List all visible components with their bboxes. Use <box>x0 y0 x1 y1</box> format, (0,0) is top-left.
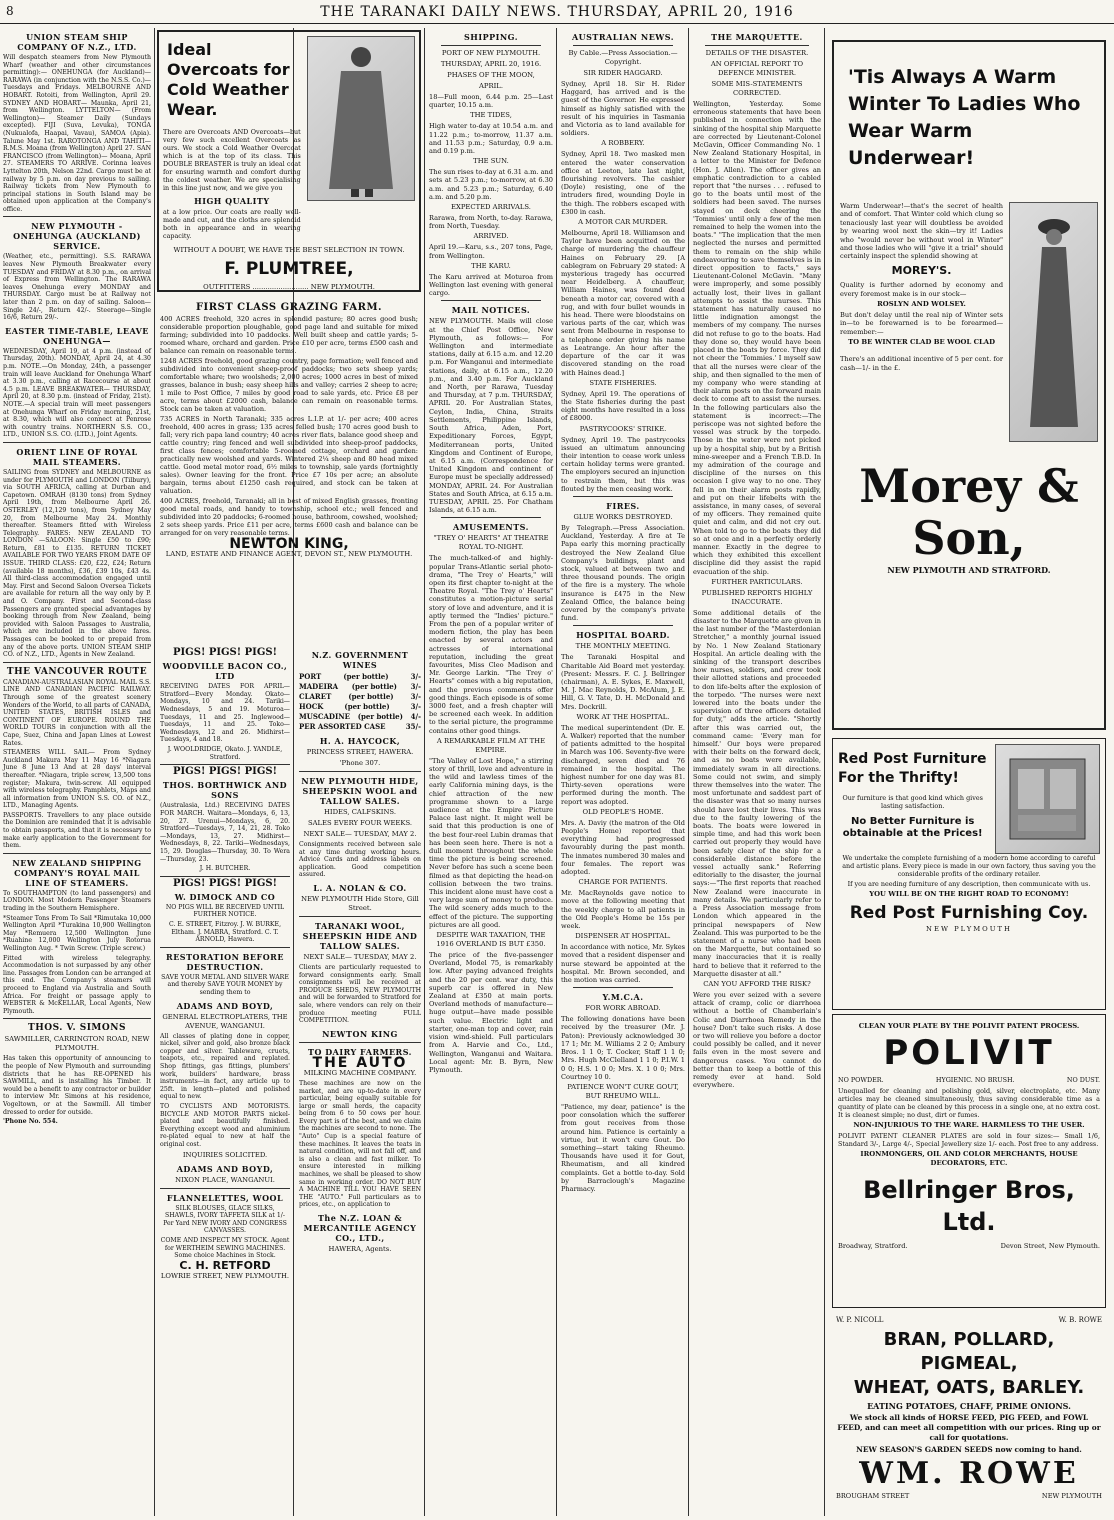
overcoats-text: There are Overcoats AND Overcoats—but very few such excellent Overcoats as ours. We stock a Cold Weather Overcoat which is at the top of its class. This DOUBLE BREASTER is truly an ideal coat for ensuring warmth and comfort during the coldest weather. We are specialising in this line just now, and we give you <box>163 128 301 192</box>
wine-unit: (per bottle) <box>351 682 397 691</box>
morey-text: Warm Underwear!—that's the secret of health and of comfort. That Winter cold which clung so tenaciously last year will doubtless be avoided by wearing wool next the skin—try it! Ladies who "would never be without wool in Winter" and those ladies who will "give it a trial" should certainly inspect the splendid showing at <box>840 202 1004 261</box>
flannel-addr: LOWRIE STREET, NEW PLYMOUTH. <box>160 1271 290 1280</box>
charge-heading: CHARGE FOR PATIENTS. <box>578 878 668 887</box>
flannel-firm: C. H. RETFORD <box>179 1258 271 1272</box>
cure-text: Were you ever seized with a severe attack of cramp, colic or diarrhoea without a bottle of Chamberlain's Colic and Diarrhoea Remedy in the house? Don't take such risks. A dose or two will relieve you before a doctor could possibly be called, and it never fails even in the most severe and dangerous cases. You cannot do better than to keep a bottle of this remedy ever at hand. Sold everywhere. <box>693 990 821 1090</box>
wine-price: 4/- <box>410 712 421 721</box>
polivit-addr2: Devon Street, New Plymouth. <box>1000 1242 1100 1250</box>
shipping-date: THURSDAY, APRIL 20, 1916. <box>440 60 542 68</box>
wine-name: HOCK <box>299 702 324 711</box>
wine-name: PER ASSORTED CASE <box>299 722 386 731</box>
taranaki-title: TARANAKI WOOL, SHEEPSKIN HIDE AND TALLOW SALES. <box>302 920 418 951</box>
marquette-heading: THE MARQUETTE. <box>711 32 803 42</box>
wine-list <box>299 672 421 732</box>
dairy-firm: The N.Z. LOAN & MERCANTILE AGENCY CO., LTD., <box>303 1213 417 1244</box>
robbery-text: Sydney, April 18. Two masked men entered the water conservation office at Leeton, late last night, flourishing revolvers. The cashier (Doyle) resisting, one of the intruders fired, wounding Doyle in the thigh. The robbers escaped with £300 in cash. <box>561 150 685 216</box>
restoration-text2: All classes of plating done in copper, nickel, silver and gold, also bronze black copper and silver. Tableware, cruets, teapots, etc., repaired and replated. Shop fittings, gas fittings, plumbers' work, builders' hardware, brass instruments—in fact, any article up to 25ft. in length—plated and polished equal to new. <box>160 1032 290 1101</box>
wines-firm: H. A. HAYCOCK, <box>319 736 401 746</box>
dispenser-text: In accordance with notice, Mr. Sykes moved that a resident dispenser and nurse steward be appointed at the hospital. Mr. Brown seconded, and the motion was carried. <box>561 943 685 985</box>
wines-phone: 'Phone 307. <box>339 759 381 767</box>
state-text: Sydney, April 19. The operations of the State fisheries during the past eight months have resulted in a loss of £8000. <box>561 389 685 423</box>
nzshipping-text: To SOUTHAMPTON (to land passengers) and LONDON. Most Modern Passenger Steamers trading in the Southern Hemisphere. <box>3 889 151 913</box>
haggard-heading: SIR RIDER HAGGARD. <box>583 69 663 77</box>
old-people-heading: OLD PEOPLE'S HOME. <box>582 807 664 816</box>
charge-text: Mr. MacReynolds gave notice to move at the following meeting that the weekly charge to all patients in the Old People's Home be 15s per week. <box>561 889 685 931</box>
rowe-line1: BRAN, POLLARD, PIGMEAL, <box>883 1329 1055 1374</box>
motor-heading: A MOTOR CAR MURDER. <box>578 218 668 227</box>
column-rule <box>154 28 155 1516</box>
redpost-right: YOU WILL BE ON THE RIGHT ROAD TO ECONOMY! <box>869 890 1069 898</box>
redpost-title: Red Post Furniture For the Thrifty! <box>838 751 987 786</box>
trey-heading: "TREY O' HEARTS" AT THEATRE ROYAL TO-NIGHT. <box>433 534 549 552</box>
amusements-heading: AMUSEMENTS. <box>453 522 529 533</box>
shipping-heading: SHIPPING. <box>464 32 518 42</box>
hide-addr: NEW PLYMOUTH Hide Store, Gill Street. <box>301 894 419 912</box>
sun-heading: THE SUN. <box>473 157 509 166</box>
wine-unit: (per bottle) <box>343 672 389 681</box>
grazing-p3: 735 ACRES in North Taranaki; 335 acres L.I.P. at 1/- per acre; 400 acres freehold, 400 acres in grass; 135 acres felled bush; 170 acres good bush to fall; very rich papa land country; 40 acres river flats, balance good sheep and cattle country; ring fenced and well subdivided into sheep-proof paddocks, first class fences; comfortable 5-roomed cottage, orchard and garden: practically new woolshed and yards. Wintered 2¼ sheep and 80 head mixed cattle. Good metal motor road, 6½ miles to township, sale yards (fortnightly sales). Owner leaving for the front. Price £7 10s per acre; an absolute bargain, terms about £1250 cash required, and stock can be taken at valuation. <box>160 415 418 495</box>
valley-heading: A REMARKABLE FILM AT THE EMPIRE. <box>436 736 546 754</box>
moon-text: 18—Full moon, 6.44 p.m. 25—Last quarter, 10.15 a.m. <box>429 93 553 110</box>
overcoats-firm: F. PLUMTREE, <box>224 259 354 279</box>
wines-title: N.Z. GOVERNMENT WINES <box>311 650 409 670</box>
column-rule <box>688 28 689 1516</box>
mis-heading: SOME MIS-STATEMENTS CORRECTED. <box>711 80 803 97</box>
karu-heading: THE KARU. <box>471 261 511 270</box>
simons-title: THOS. V. SIMONS <box>28 1023 126 1034</box>
easter-title: EASTER TIME-TABLE, LEAVE ONEHUNGA— <box>5 325 149 346</box>
morey-addr: NEW PLYMOUTH AND STRATFORD. <box>887 565 1051 575</box>
details-heading: DETAILS OF THE DISASTER. <box>705 49 809 57</box>
vancouver-title: THE VANCOUVER ROUTE <box>6 666 148 677</box>
grazing-p4: 400 ACRES, freehold, Taranaki; all in best of mixed English grasses, fronting good metal roads, and handy to township, school etc.; well fenced and subdivided into 20 paddocks; 6-roomed house, bathroom, cowshed, woolshed; 2 sets sheep yards. Price £11 per acre, terms £600 cash and balance can be arranged for on very reasonable terms. <box>160 497 418 537</box>
borthwick-text: (Australasia, Ltd.) RECEIVING DATES FOR MARCH. Waitara—Mondays, 6, 13, 20, 27. Urenui—Mondays, 6, 20. Stratford—Tuesdays, 7, 14, 21, 28. Toko—Mondays, 13, 27. Midhirst—Wednesdays, 8, 22. Tariki—Wednesdays, 15, 29. Douglas—Thursday, 30. To Wera—Thursday, 23. <box>160 802 290 863</box>
wine-row <box>299 682 421 692</box>
cabinet-illustration <box>995 744 1100 854</box>
glue-heading: GLUE WORKS DESTROYED. <box>573 512 673 521</box>
bacon-title: WOODVILLE BACON CO., LTD <box>162 661 288 682</box>
robbery-heading: A ROBBERY. <box>601 139 645 148</box>
column-wines <box>296 646 424 1516</box>
nzshipping-table: *Steamer Tons From To Sail *Rimutaka 10,000 Wellington April *Turakina 10,900 Wellington May *Remuera 12,500 Wellington June *Ruahine 12,000 Wellington July Rotorua Wellington Aug. * Twin Screw. (Triple screw.) <box>3 914 151 952</box>
redpost-text: Our furniture is that good kind which gives lasting satisfaction. <box>842 794 983 810</box>
bacon-agents: J. WOOLDRIDGE, Okato. J. YANDLE, Stratford. <box>167 745 283 761</box>
wine-price: 3/- <box>410 682 421 691</box>
restoration-title: RESTORATION BEFORE DESTRUCTION. <box>166 951 284 972</box>
easter-text: WEDNESDAY, April 19, at 4 p.m. (instead of Thursday, 20th). MONDAY, April 24, at 4.30 p.m. NOTE.—On Monday, 24th, a passenger train will leave Auckland for Onehunga Wharf at 3.30 p.m., calling at Racecourse at about 4.5 p.m. LEAVE BREAKWATER— THURSDAY, April 20, at 8.30 p.m. (instead of Friday, 21st). NOTE.—A special train will meet passengers at Onehunga Wharf on Friday morning, 21st, at 8.30, which will also connect at Penrose with country trains. NORTHERN S.S. CO., LTD., UNION S.S. CO. (LTD.), Joint Agents. <box>3 347 151 439</box>
taranaki-text: Clients are particularly requested to forward consignments early. Small consignments will be received at PRODUCE SHEDS, NEW PLYMOUTH and will be forwarded to Stratford for sale, where vendors can rely on their produce meeting FULL COMPETITION. <box>299 963 421 1025</box>
overland-heading: DESPITE WAR TAXATION, THE 1916 OVERLAND IS BUT £350. <box>436 931 546 949</box>
wine-row <box>299 702 421 712</box>
haggard-text: Sydney, April 18. Sir H. Rider Haggard, has arrived and is the guest of the Governor. He expressed himself as highly satisfied with the result of his inquiries in Tasmania and Victoria as to land available for soldiers. <box>561 80 685 138</box>
column-australian-news <box>558 28 688 1516</box>
wine-row <box>299 692 421 702</box>
hide-text: SALES EVERY FOUR WEEKS. <box>307 819 413 827</box>
marquette-text2: Some additional details of the disaster to the Marquette are given in the last number of the "Masterdonian Stretcher," a monthly journal issued by No. 1 New Zealand Stationary Hospital. An article dealing with the sinking of the transport describes how nurses, soldiers, and crew took their allotted stations and proceeded to don life-belts after the explosion of the torpedo. "The nurses were next lowered into the boats under the supervision of three officers detailed for duty," adds the article. "Shortly after this was carried out, the command came: 'Every man for himself.' Our boys were prepared with their belts on the forward deck, and as no boats were available, immediately swam in all directions. Some could not swim, and simply threw themselves into the water. The most unfortunate and saddest part of the disaster was that so many nurses should have lost their lives. This was due to the faulty lowering of the boats. The boats were lowered in simple time, and had this work been carried out properly they would have been safely clear of the ship for a considerable distance before the vessel actually sank." Referring editorially to the disaster, the journal says:—"The first reports that reached New Zealand were inaccurate in many details. We particularly refer to a Press Association message from London which appeared in the principal newspapers of New Zealand. This was purported to be the statement of a nurse who had been on the Marquette, but contained so many inaccuracies that it is really hard to believe that it referred to the Marquette disaster at all." <box>693 608 821 978</box>
abroad-heading: FOR WORK ABROAD. <box>585 1004 661 1013</box>
dispenser-heading: DISPENSER AT HOSPITAL. <box>575 932 671 941</box>
wine-price: 35/- <box>405 722 421 731</box>
polivit-ad <box>832 1014 1106 1308</box>
wine-name: PORT <box>299 672 322 681</box>
monthly-heading: THE MONTHLY MEETING. <box>575 642 671 651</box>
wine-price: 3/- <box>410 672 421 681</box>
polivit-dealers: IRONMONGERS, OIL AND COLOR MERCHANTS, HOUSE DECORATORS, ETC. <box>860 1150 1078 1167</box>
restoration-cyclists: TO CYCLISTS AND MOTORISTS. BICYCLE AND MOTOR PARTS nickel-plated and beautifully finished. Everything except wood and aluminium re-plated equal to new at half the original cost. <box>160 1102 290 1148</box>
dairy-text: These machines are now on the market, and are up-to-date in every particular, being equally suitable for large or small herds, the capacity being from 6 to 50 cows per hour. Every part is of the best, and we claim the machines are second to none. The "Auto" Cup is a special feature of these machines. It leaves the teats in natural condition, will not fall off, and is also a clean and fast milker. To ensure interested in milking machines, we shall be pleased to show same in working order. DO NOT BUY A MACHINE TILL YOU HAVE SEEN THE "AUTO." Full particulars as to prices, etc., on application to <box>299 1079 421 1209</box>
wines-addr: PRINCESS STREET, HAWERA. <box>306 748 414 756</box>
page-number: 8 <box>6 4 15 18</box>
glue-text: By Telegraph.—Press Association. Auckland, Yesterday. A fire at Te Papa early this morning practically destroyed the New Zealand Glue Company's buildings, plant and stock, valued at between two and three thousand pounds. The origin of the fire is a mystery. The whole insurance is £475 in the New Zealand Office, the balance being covered by the company's private fund. <box>561 523 685 623</box>
grazing-p1: 400 ACRES freehold, 320 acres in splendid pasture; 80 acres good bush; considerable proportion ploughable, good page land and suitable for mixed farming; subdivided into 10 paddocks. Well built sheep and cattle yards; 5-roomed whare, orchard and garden. Price £10 per acre, terms £500 cash and balance can remain on reasonable terms. <box>160 315 418 355</box>
simons-text: Has taken this opportunity of announcing to the people of New Plymouth and surrounding districts that he has RE-OPENED his SAWMILL, and is installing his Timber. It would be a benefit to any contractor or builder to interview Mr. Simons at his residence, Vogeltown, or at the Sawmill. All timber dressed to order for outside. <box>3 1055 151 1116</box>
wine-unit: (per bottle) <box>357 712 403 721</box>
tides-text: High water to-day at 10.54 a.m. and 11.22 p.m.; to-morrow, 11.37 a.m. and 11.53 p.m.; Saturday, 0.9 a.m. and 0.19 p.m. <box>429 122 553 156</box>
dairy-sub: MILKING MACHINE COMPANY. <box>303 1068 417 1077</box>
dairy-addr: HAWERA, Agents. <box>328 1245 392 1254</box>
polivit-noninj: NON-INJURIOUS TO THE WARE. HARMLESS TO THE USER. <box>853 1121 1085 1129</box>
australian-heading: AUSTRALIAN NEWS. <box>571 32 675 42</box>
redpost-nobetter: No Better Furniture is obtainable at the Prices! <box>842 816 983 839</box>
april-heading: APRIL. <box>479 82 503 90</box>
polivit-head: CLEAN YOUR PLATE BY THE POLIVIT PATENT PROCESS. <box>858 1022 1080 1030</box>
fires-heading: FIRES. <box>606 500 640 511</box>
polivit-title: POLIVIT <box>883 1033 1055 1073</box>
motor-text: Melbourne, April 18. Williamson and Taylor have been acquitted on the charge of murdering the chauffeur Haines on February 29. [A cablegram on February 29 stated: A mysterious tragedy has occurred near Heidelberg. A chauffeur, William Haines, was found dead beneath a motor car, covered with a rug, and with four bullet wounds in his head. There were bloodstains on various parts of the car, which was sent from Melbourne in response to a telephone order giving his name as Leatrange. An hour after the departure of the car it was discovered standing on the road with Haines dead.] <box>561 229 685 377</box>
restoration-firm2: ADAMS AND BOYD, <box>176 1163 274 1174</box>
column-shipping-news <box>426 28 556 1516</box>
wine-row <box>299 722 421 732</box>
overcoats-quality: HIGH QUALITY <box>194 196 270 206</box>
orient-title: ORIENT LINE OF ROYAL MAIL STEAMERS. <box>16 446 138 467</box>
column-rule <box>556 28 557 1516</box>
morey-brand: ROSLYN AND WOLSEY. <box>877 300 966 309</box>
pigs-heading-3: PIGS! PIGS! PIGS! <box>172 877 277 889</box>
redpost-text2: We undertake the complete furnishing of a modern home according to careful and artistic plans. Every piece is made in our own factory, thus saving you the considerable profits of the ordinary retailer. <box>842 854 1096 878</box>
polivit-firm: Bellringer Bros, Ltd. <box>863 1176 1075 1236</box>
hospital-heading: HOSPITAL BOARD. <box>576 630 670 641</box>
morey-firm: Morey & Son, <box>859 459 1079 565</box>
morey-text3: But don't delay until the real nip of Winter sets in—to be forewarned is to be forearmed—remember:— <box>840 311 1004 336</box>
wine-unit: (per bottle) <box>348 692 394 701</box>
borthwick-agent: J. H. BUTCHER. <box>199 865 251 873</box>
redpost-addr: NEW PLYMOUTH <box>926 925 1012 933</box>
rowe-line3: EATING POTATOES, CHAFF, PRIME ONIONS. <box>867 1401 1071 1411</box>
hide-sub: HIDES, CALFSKINS. <box>323 808 397 816</box>
restoration-sub: GENERAL ELECTROPLATERS, THE AVENUE, WANGANUI. <box>162 1012 288 1030</box>
bacon-text: RECEIVING DATES FOR APRIL— Stratford—Every Monday. Okato—Mondays, 10 and 24. Tariki—Wednesdays, 5 and 19. Moturoa—Tuesdays, 11 and 25. Inglewood—Tuesdays, 11 and 25. Toko—Wednesdays, 12 and 26. Midhirst—Tuesdays, 4 and 18. <box>160 683 290 744</box>
work-text: The medical superintendent (Dr. E. A. Walker) reported that the number of patients admitted to the hospital in March was 106. Seventy-five were discharged, seven died and 76 remained in the hospital. The highest number for one day was 81. Thirty-seven operations were performed during the month. The report was adopted. <box>561 723 685 806</box>
marquette-text: Wellington, Yesterday. Some erroneous statements that have been published in connection with the sinking of the hospital ship Marquette are corrected by Lieutenant-Colonel McGavin, Officer Commanding No. 1 New Zealand Stationary Hospital, in a letter to the Minister for Defence (Hon. J. Allen). The officer gives an emphatic contradiction to a cabled report that "the nurses . . . refused to go to the boats until most of the soldiers had been saved. The nurses stayed on deck cheering the 'Tommies' until only a few of the men remained to help the women into the boats." "The implication that the men neglected the nurses and permitted them to remain on the ship while endeavouring to save themselves is in direct opposition to facts," says Lieutenant-Colonel McGavin. "Many were improperly, and some possibly actually lost, their lives in gallant attempts to assist the nurses. This statement has naturally caused no little indignation amongst the members of my company. The nurses did not refuse to go to the boats. Had they done so, they would have been placed in the boats by force. They did not cheer the 'Tommies.' I myself saw that all the nurses were clear of the ship, and then signalled to the men of my company who were standing at their alarm posts on the forward main deck to come aft to assist the nurses. In the following particulars also the statement is incorrect:—The periscope was not sighted before the vessel was struck by the torpedo. Those in the water were not picked up by a hospital ship, but by a British mine-sweeper and a French T.B.D. In my admiration of the courage and discipline of the nurses on this occasion I give way to no one. They fell in on their alarm posts rapidly, and put on their lifebelts with the assistance, in many cases, of several of my officers. They remained quite quiet and calm, and did not cry out. When told to go to the boats they did so at once and in a perfectly orderly manner. Exactly in the degree to which they exhibited this excellent discipline did they assist the rapid evacuation of the ship. <box>693 100 821 576</box>
polivit-addr1: Broadway, Stratford. <box>838 1242 908 1250</box>
polivit-tag: HYGIENIC. NO BRUSH. <box>935 1076 1015 1084</box>
overland-text: The price of the five-passenger Overland, Model 75, is remarkably low. After paying advanced freights and the 20 per cent. war duty, this superb car is offered in New Zealand at £350 at main ports. Overland methods of manufacture—huge output—have made possible such value. Electric light and starter, one-man top and cover, rain vision wind-shield. Full particulars from A. Harvie and Co., Ltd., Wellington, Wanganui and Waitara. Local agent: Mr. B. Byrn, New Plymouth. <box>429 951 553 1074</box>
column-marquette <box>690 28 824 1516</box>
polivit-text2: POLIVIT PATENT CLEANER PLATES are sold in four sizes:— Small 1/6, Standard 3/-, Large 4/-, Special Jewellery size 1/- each. Post free to any address. <box>838 1132 1100 1148</box>
pastry-text: Sydney, April 19. The pastrycooks issued an ultimatum announcing their intention to cease work unless certain holiday terms were granted. The employers secured an injunction to restrain them, but this was flouted by the men ceasing work. <box>561 435 685 493</box>
vancouver-text: CANADIAN-AUSTRALASIAN ROYAL MAIL S.S. LINE AND CANADIAN PACIFIC RAILWAY. Through some of the greatest scenery Wonders of the World, to all parts of CANADA, UNITED STATES, BRITISH ISLES and CONTINENT OF EUROPE. ROUND THE WORLD TOURS in conjunction with all the Cape, Suez, China and Japan Lines at Lowest Rates. <box>3 678 151 747</box>
dairy-big: THE AUTO <box>312 1054 408 1071</box>
pigs-heading-2: PIGS! PIGS! PIGS! <box>172 766 277 778</box>
mail-heading: MAIL NOTICES. <box>451 305 531 316</box>
rowe-firm: WM. ROWE <box>859 1456 1079 1491</box>
morey-text2: Quality is further adorned by economy and every foremost make is in our stock— <box>840 281 1004 298</box>
official-heading: AN OFFICIAL REPORT TO DEFENCE MINISTER. <box>710 60 804 77</box>
passports-text: PASSPORTS. Travellers to any place outside the Dominion are reminded that it is advisable to obtain passports, and that it is necessary to make early application to the Government for them. <box>3 811 151 850</box>
patience-text: "Patience, my dear, patience" is the poor consolation which the sufferer from gout receives from those around him. Patience is certainly a virtue, but it won't cure Gout. Do something—start taking Rheumo. Thousands have used it for Gout, Rheumatism, and all kindred complaints. Get a bottle to-day. Sold by Barraclough's Magazine Pharmacy. <box>561 1102 685 1193</box>
trey-text: The much-talked-of and highly-popular Trans-Atlantic serial photo-drama, "The Trey o' Hearts," will open its first chapter to-night at the Theatre Royal. "The Trey o' Hearts" constitutes a motion-picture serial story of love and adventure, and it is aptly termed the "Indies' picture." From the pen of a popular writer of modern fiction, the play has been enacted by several actors and actresses of international reputation, including the great favourites, Miss Cleo Madison and Mr. George Larkin. "The Trey o' Hearts" comes with a big reputation, and the previous comments offer good things. Each episode is of some 3000 feet, and a fresh chapter will be screened each week. In addition to the serial picture, the programme contains other good things. <box>429 554 553 735</box>
grazing-firm: NEWTON KING, <box>229 536 349 552</box>
union-title: UNION STEAM SHIP COMPANY OF N.Z., LTD. <box>17 32 137 52</box>
redpost-text3: If you are needing furniture of any description, then communicate with us. <box>847 880 1091 888</box>
expected-heading: EXPECTED ARRIVALS. <box>451 203 531 212</box>
dimock-title: W. DIMOCK AND CO <box>174 891 276 902</box>
ymca-text: The following donations have been received by the treasurer (Mr. J. Paton): Previously acknowledged 30 17 1; Mr. M. Williams 2 2 0; Ambury Bros. 1 1 0; T. Cocker, Staff 1 1 0; Mrs. Hugh McClelland 1 1 0; P.I.W. 1 0 0; H.S. 1 0 0; Mrs. X. 1 0 0; Mrs. Courtney 10 0. <box>561 1015 685 1081</box>
morey-shop: MOREY'S. <box>891 263 952 277</box>
morey-incentive: There's an additional incentive of 5 per cent. for cash—1/- in the £. <box>840 355 1004 372</box>
hide-next: NEXT SALE— TUESDAY, MAY 2. <box>303 830 417 838</box>
expected-text: Rarawa, from North, to-day. Rarawa, from North, Tuesday. <box>429 214 553 231</box>
rowe-left: W. P. NICOLL <box>836 1316 884 1324</box>
lady-illustration <box>1009 202 1098 442</box>
grazing-farm-ad <box>157 296 421 642</box>
hide-text2: Consignments received between sale at any time during working hours. Advice Cards and address labels on application. Good competition assured. <box>299 841 421 879</box>
overcoats-title: Ideal Overcoats for Cold Weather Wear. <box>167 40 290 119</box>
wine-unit: (per bottle) <box>344 702 390 711</box>
onehunga-title: NEW PLYMOUTH - ONEHUNGA (AUCKLAND) SERVICE. <box>13 221 141 252</box>
further-heading: FURTHER PARTICULARS. <box>711 577 803 586</box>
orient-text: SAILING from SYDNEY and MELBOURNE as under for PLYMOUTH and LONDON (Tilbury), via SOUTH AFRICA, calling at Durban and Capetown. OMRAH (8130 tons) from Sydney April 19th, from Melbourne April 26. OSTERLEY (12,129 tons), from Sydney May 20, from Melbourne May 24. Monthly thereafter. Steamers fitted with Wireless Telegraphy. FARES: NEW ZEALAND TO LONDON —SALOON: Single £50 to £90; Return, £81 to £135. RETURN TICKET AVAILABLE FOR TWO YEARS FROM DATE OF ISSUE. THIRD CLASS: £20, £22, £24; Return (available 18 months), £36, £39 10s, £43 4s. All third-class accommodation engaged until May. First and Second Saloon Oversea Tickets are available for return all the way only by P. and O. Company. First and Second-class Passengers are granted special advantages by booking through from New Zealand, being provided with Saloon Passages to Australia, which are included in the above fares. Passages can be booked to or prepaid from any of the above ports. UNION STEAM SHIP CO. of N.Z., LTD., Agents in New Zealand. <box>3 468 151 659</box>
morey-ad <box>832 40 1106 730</box>
morey-slogan: TO BE WINTER CLAD BE WOOL CLAD <box>848 338 995 347</box>
restoration-inquiries: INQUIRIES SOLICITED. <box>182 1150 268 1159</box>
overcoats-footer: OUTFITTERS .......................... NEW PLYMOUTH. <box>203 283 375 291</box>
wine-price: 3/- <box>410 692 421 701</box>
union-text: Will despatch steamers from New Plymouth Wharf (weather and other circumstances permitting):— ONEHUNGA (for Auckland)— RARAWA (in conjunction with the N.S.S. Co.)—Tuesdays and Fridays. MELBOURNE AND HOBART. Rotoiti, from Wellington, April 29. SYDNEY AND HOBART— Maunka, April 21, from Wellington. LYTTELTON— (From Wellington)— Steamer Daily (Sundays excepted). FIJI (Suva, Levuka), TONGA (Nukualofa, Haapai, Vavau), SAMOA (Apia). Talune May 1st. RAROTONGA AND TAHITI— R.M.S. Moana (from Wellington) April 27. SAN FRANCISCO (from Wellington)— Moana, April 27. STEAMERS TO ARRIVE. Corinna leaves Lyttelton 20th, Nelson 22nd. Cargo must be at railway by 5 p.m. on day previous to sailing. Railway tickets from New Plymouth to principal stations in South Island may be obtained upon application at the Company's office. <box>3 54 151 213</box>
mail-text: NEW PLYMOUTH. Mails will close at the Chief Post Office, New Plymouth, as follows:— For Wellington and intermediate stations, daily at 6.15 a.m. and 12.20 p.m. For Wanganui and intermediate stations, daily, at 6.15 a.m., 12.20 p.m., and 3.40 p.m. For Auckland and North, per Rarawa, Tuesday and Thursday, at 7 p.m. THURSDAY, APRIL 20. For Australian States, Ceylon, India, China, Straits Settlements, Philippine Islands, South Africa, Aden, Port, Expeditionary Forces, Egypt, Mediterranean ports, United Kingdom and Continent of Europe, at 6.15 a.m. (Correspondence for United Kingdom and continent of Europe must be specially addressed) MONDAY, APRIL 24. For Australian States and South Africa, at 6.15 a.m. TUESDAY, APRIL 25. For Chatham Islands, at 6.15 a.m. <box>429 317 554 515</box>
grazing-sub: LAND, ESTATE AND FINANCE AGENT, DEVON ST., NEW PLYMOUTH. <box>165 550 413 558</box>
work-heading: WORK AT THE HOSPITAL. <box>576 712 670 721</box>
cable-line: By Cable.—Press Association.—Copyright. <box>568 49 678 66</box>
port-heading: PORT OF NEW PLYMOUTH. <box>441 49 541 57</box>
rowe-text: We stock all kinds of HORSE FEED, PIG FEED, and FOWL FEED, and can meet all competition with our prices. Ring up or call for quotations. <box>837 1413 1101 1442</box>
arrived-heading: ARRIVED. <box>473 232 509 241</box>
overcoat-illustration <box>307 36 415 201</box>
flannel-title: FLANNELETTES, WOOL <box>166 1192 284 1203</box>
karu-text: The Karu arrived at Moturoa from Wellington last evening with general cargo. <box>429 272 553 298</box>
hospital-text: The Taranaki Hospital and Charitable Aid Board met yesterday. (Present: Messrs. F. C. J. Bellringer (chairman), A. E. Sykes, E. Maxwell, M. J. Mac Reynolds, D. McAlum, J. E. Hill, G. V. Tate, D. H. McDonald and Mrs. Dockrill. <box>561 653 685 711</box>
wine-price: 3/- <box>410 702 421 711</box>
pigs-heading: PIGS! PIGS! PIGS! <box>172 647 277 658</box>
masthead-title: THE TARANAKI DAILY NEWS. THURSDAY, APRIL 20, 1916 <box>320 4 794 20</box>
column-rule <box>424 28 425 1516</box>
nzshipping-more: Fitted with wireless telegraphy. Accommodation is not surpassed by any other line. Passages from London can be arranged at this end. The Company's steamers will proceed to England via Australia and South Africa. For freight or passage apply to WEBSTER & McKELLAR, Local Agents, New Plymouth. <box>3 954 151 1015</box>
simons-phone: 'Phone No. 554. <box>3 1118 58 1126</box>
dimock-text: NO PIGS WILL BE RECEIVED UNTIL FURTHER NOTICE. <box>165 903 285 919</box>
restoration-addr: NIXON PLACE, WANGANUI. <box>175 1175 275 1184</box>
restoration-text: SAVE YOUR METAL AND SILVER WARE and thereby SAVE YOUR MONEY by sending them to <box>161 973 289 997</box>
nzshipping-title: NEW ZEALAND SHIPPING COMPANY'S ROYAL MAIL LINE OF STEAMERS. <box>12 857 142 888</box>
rowe-addr2: NEW PLYMOUTH <box>1041 1492 1102 1500</box>
dimock-names: C. E. STREET, Fitzroy. J. W. BURKE, Eltham. J. MABRA, Stratford. C. T. ARNOLD, Hawera. <box>168 921 282 944</box>
restoration-firm: ADAMS AND BOYD, <box>176 1000 274 1011</box>
wine-name: CLARET <box>299 692 332 701</box>
rowe-line2: WHEAT, OATS, BARLEY. <box>853 1377 1085 1398</box>
flannel-text2: COME AND INSPECT MY STOCK. Agent for WERTHEIM SEWING MACHINES. Some choice Machines in Stock. <box>160 1236 290 1260</box>
state-heading: STATE FISHERIES. <box>589 378 657 387</box>
valley-text: "The Valley of Lost Hope," a stirring story of thrill, love and adventure in the wild and lawless times of the early California mining days, is the chief attraction of the new programme shown to a large audience at the Empire Picture Palace last night. It might well be said that this production is one of the best four-reel Lubin dramas that has been seen here. There is not a dull moment throughout the whole time the picture is being screened. Never before has such a scene been filmed as that depicting the head-on collision between the two trains. This incident alone must have cost a very large sum of money to produce. The wild scenery adds much to the effect of the picture. The supporting pictures are all good. <box>429 756 553 929</box>
wine-row <box>299 712 421 722</box>
borthwick-title: THOS. BORTHWICK AND SONS <box>162 780 288 801</box>
rowe-seeds: NEW SEASON'S GARDEN SEEDS now coming to hand. <box>856 1445 1082 1454</box>
morey-title: 'Tis Always A Warm Winter To Ladies Who Wear Warm Underwear! <box>848 66 1081 169</box>
rowe-ad <box>832 1312 1106 1516</box>
vancouver-steamers: STEAMERS WILL SAIL— From Sydney Auckland Makura May 11 May 16 *Niagara June 8 June 13 And at 28 days' interval thereafter. *Niagara, triple screw, 13,500 tons register; Makura, twin-screw. All equipped with wireless telegraphy. Pamphlets, Maps and all information from UNION S.S. CO. of N.Z., LTD., Managing Agents. <box>3 749 151 810</box>
redpost-ad <box>832 738 1106 1010</box>
wine-name: MADEIRA <box>299 682 339 691</box>
taranaki-next: NEXT SALE— TUESDAY, MAY 2. <box>303 952 417 961</box>
arrived-text: April 19.—Karu, s.s., 207 tons, Page, from Wellington. <box>429 243 553 260</box>
hide-firm: L. A. NOLAN & CO. <box>313 882 407 893</box>
column-rule <box>824 28 825 1516</box>
wine-name: MUSCADINE <box>299 712 350 721</box>
old-people-text: Mrs. A. Daviy (the matron of the Old People's Home) reported that everything had progressed favourably during the past month. The inmates numbered 30 males and four females. The report was adopted. <box>561 818 686 877</box>
dairy-title: TO DAIRY FARMERS. <box>308 1046 412 1057</box>
rowe-right: W. B. ROWE <box>1058 1316 1102 1324</box>
wine-row <box>299 672 421 682</box>
polivit-tag: NO DUST. <box>1066 1076 1100 1084</box>
patience-heading: PATIENCE WON'T CURE GOUT, BUT RHEUMO WILL. <box>567 1082 679 1100</box>
moon-heading: PHASES OF THE MOON, <box>447 71 535 79</box>
overcoats-ad <box>157 30 421 292</box>
onehunga-text: (Weather, etc., permitting). S.S. RARAWA leaves New Plymouth Breakwater every TUESDAY and FRIDAY at 8.30 p.m., on arrival of Express from Wellington. The RARAWA leaves Onehunga every MONDAY and THURSDAY. Cargo must be at Railway not later than 2 p.m. on day of sailing. Saloon—Single 24/-, Return 42/-. Steerage—Single 16/6, Return 29/-. <box>3 253 151 322</box>
redpost-firm: Red Post Furnishing Coy. <box>849 903 1089 923</box>
tides-heading: THE TIDES, <box>470 111 512 120</box>
taranaki-firm: NEWTON KING <box>322 1028 398 1039</box>
overcoats-text2: at a low price. Our coats are really well-made and cut, and the cloths are splendid both in appearance and in wearing capacity. <box>163 208 301 240</box>
overcoats-doubt: WITHOUT A DOUBT, WE HAVE THE BEST SELECTION IN TOWN. <box>173 246 405 254</box>
ymca-heading: Y.M.C.A. <box>602 992 644 1003</box>
cure-heading: CAN YOU AFFORD THE RISK? <box>703 979 811 988</box>
grazing-title: FIRST CLASS GRAZING FARM. <box>195 302 383 313</box>
polivit-tag: NO POWDER. <box>838 1076 884 1084</box>
grazing-p2: 1248 ACRES freehold, good grazing country, page formation; well fenced and subdivided into convenient sheep-proof paddocks; two sets sheep yards; comfortable whare; two woolsheds; 2,000 acres; 1000 acres in best of mixed grasses, balance in bush; easy sheep hills and valley; carries 2 sheep to acre; 1 mile to Post Office, 7 miles by good road to sale yards, etc. Price £8 per acre, terms about £2000 cash, balance can remain on reasonable terms. Stock can be taken at valuation. <box>160 357 418 413</box>
rowe-addr1: BROUGHAM STREET <box>836 1492 910 1500</box>
sun-text: The sun rises to-day at 6.31 a.m. and sets at 5.23 p.m.; to-morrow, at 6.30 a.m. and 5.23 p.m.; Saturday, 6.40 a.m. and 5.20 p.m. <box>429 168 553 201</box>
simons-sub: SAWMILLER, CARRINGTON ROAD, NEW PLYMOUTH. <box>4 1035 150 1053</box>
polivit-text: Unequalled for cleaning and polishing gold, silver, electroplate, etc. Many articles may be cleaned simultaneously, thus saving considerable time as a quantity of plate can be cleaned by this process in a single one, at no extra cost. It is cleanest simple; no dust, dirt or fumes. <box>838 1087 1100 1119</box>
hide-title: NEW PLYMOUTH HIDE, SHEEPSKIN WOOL and TALLOW SALES. <box>301 776 419 806</box>
column-pigs <box>157 646 293 1516</box>
masthead <box>0 0 1114 24</box>
flannel-text: SILK BLOUSES, GLACE SILKS, SHAWLS, IVORY TAFFETA SILK at 1/- Per Yard NEW IVORY AND CONGRESS CANVASSES. <box>163 1204 287 1235</box>
pastry-heading: PASTRYCOOKS' STRIKE. <box>579 424 667 433</box>
published-heading: PUBLISHED REPORTS HIGHLY INACCURATE. <box>701 588 813 606</box>
column-shipping-ads <box>0 28 154 1516</box>
